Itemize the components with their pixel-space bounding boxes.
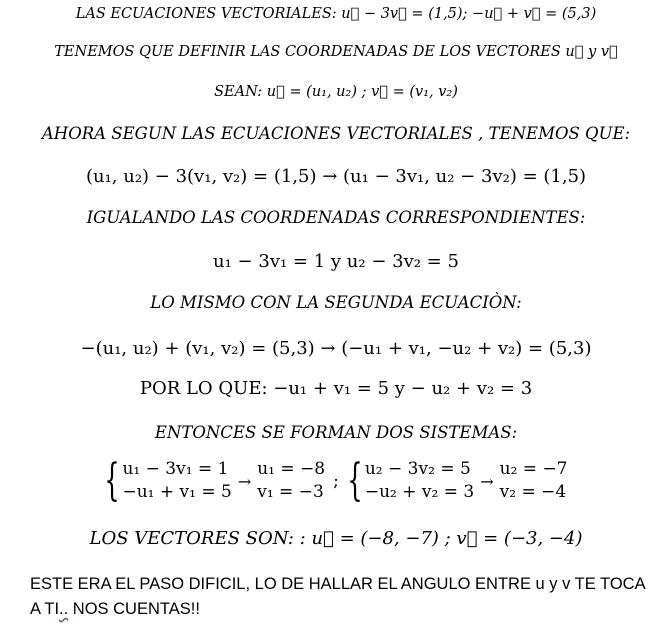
arrow-icon: → xyxy=(480,471,494,491)
line-second-equation-expansion: −(u₁, u₂) + (v₁, v₂) = (5,3) → (−u₁ + v₁, −u₂ + v₂) = (5,3) xyxy=(80,338,592,359)
brace-icon: { xyxy=(104,455,121,506)
line-same-second-equation: LO MISMO CON LA SEGUNDA ECUACIÒN: xyxy=(150,293,522,312)
line-therefore: POR LO QUE: −u₁ + v₁ = 5 y − u₂ + v₂ = 3 xyxy=(139,378,533,399)
systems-separator: ; xyxy=(333,471,339,491)
line-resulting-vectors: LOS VECTORES SON: : u⃗ = (−8, −7) ; v⃗ = (−3, −4) xyxy=(89,528,583,549)
line-two-systems-formed: ENTONCES SE FORMAN DOS SISTEMAS: xyxy=(154,423,518,442)
line-first-equation-expansion: (u₁, u₂) − 3(v₁, v₂) = (1,5) → (u₁ − 3v₁, u₂ − 3v₂) = (1,5) xyxy=(85,166,587,187)
system-2-result-u2: u₂ = −7 xyxy=(499,459,568,479)
line-equating-coordinates: IGUALANDO LAS COORDENADAS CORRESPONDIENTES: xyxy=(86,208,586,227)
system-2-result-v2: v₂ = −4 xyxy=(499,482,567,502)
line-first-pair-equations: u₁ − 3v₁ = 1 y u₂ − 3v₂ = 5 xyxy=(213,251,459,272)
system-2-results xyxy=(500,458,568,504)
line-define-coordinates: TENEMOS QUE DEFINIR LAS COORDENADAS DE LOS VECTORES u⃗ y v⃗ xyxy=(54,44,618,60)
systems-of-equations xyxy=(0,455,672,506)
system-1-equations xyxy=(122,458,231,504)
closing-message xyxy=(30,572,650,622)
brace-icon: { xyxy=(347,455,363,506)
system-1-result-u1: u₁ = −8 xyxy=(257,459,326,479)
closing-text: ESTE ERA EL PASO DIFICIL, LO DE HALLAR EL ANGULO ENTRE u y v TE TOCA A TI xyxy=(30,575,645,618)
line-according-equations: AHORA SEGUN LAS ECUACIONES VECTORIALES , TENEMOS QUE: xyxy=(41,124,631,143)
system-2-eq-2: −u₂ + v₂ = 3 xyxy=(364,482,475,502)
line-equations-intro: LAS ECUACIONES VECTORIALES: u⃗ − 3v⃗ = (1,5); −u⃗ + v⃗ = (5,3) xyxy=(75,6,597,22)
system-1-results xyxy=(257,458,325,504)
system-1-eq-1: u₁ − 3v₁ = 1 xyxy=(122,459,229,479)
closing-text-end: NOS CUENTAS!! xyxy=(68,600,200,618)
line-let-vectors: SEAN: u⃗ = (u₁, u₂) ; v⃗ = (v₁, v₂) xyxy=(214,84,458,100)
system-2-equations xyxy=(365,458,474,504)
arrow-icon: → xyxy=(237,471,252,491)
closing-spelling-mark: .. xyxy=(59,600,69,618)
system-2-eq-1: u₂ − 3v₂ = 5 xyxy=(364,459,471,479)
system-1-eq-2: −u₁ + v₁ = 5 xyxy=(122,482,232,502)
system-1-result-v1: v₁ = −3 xyxy=(257,482,324,502)
